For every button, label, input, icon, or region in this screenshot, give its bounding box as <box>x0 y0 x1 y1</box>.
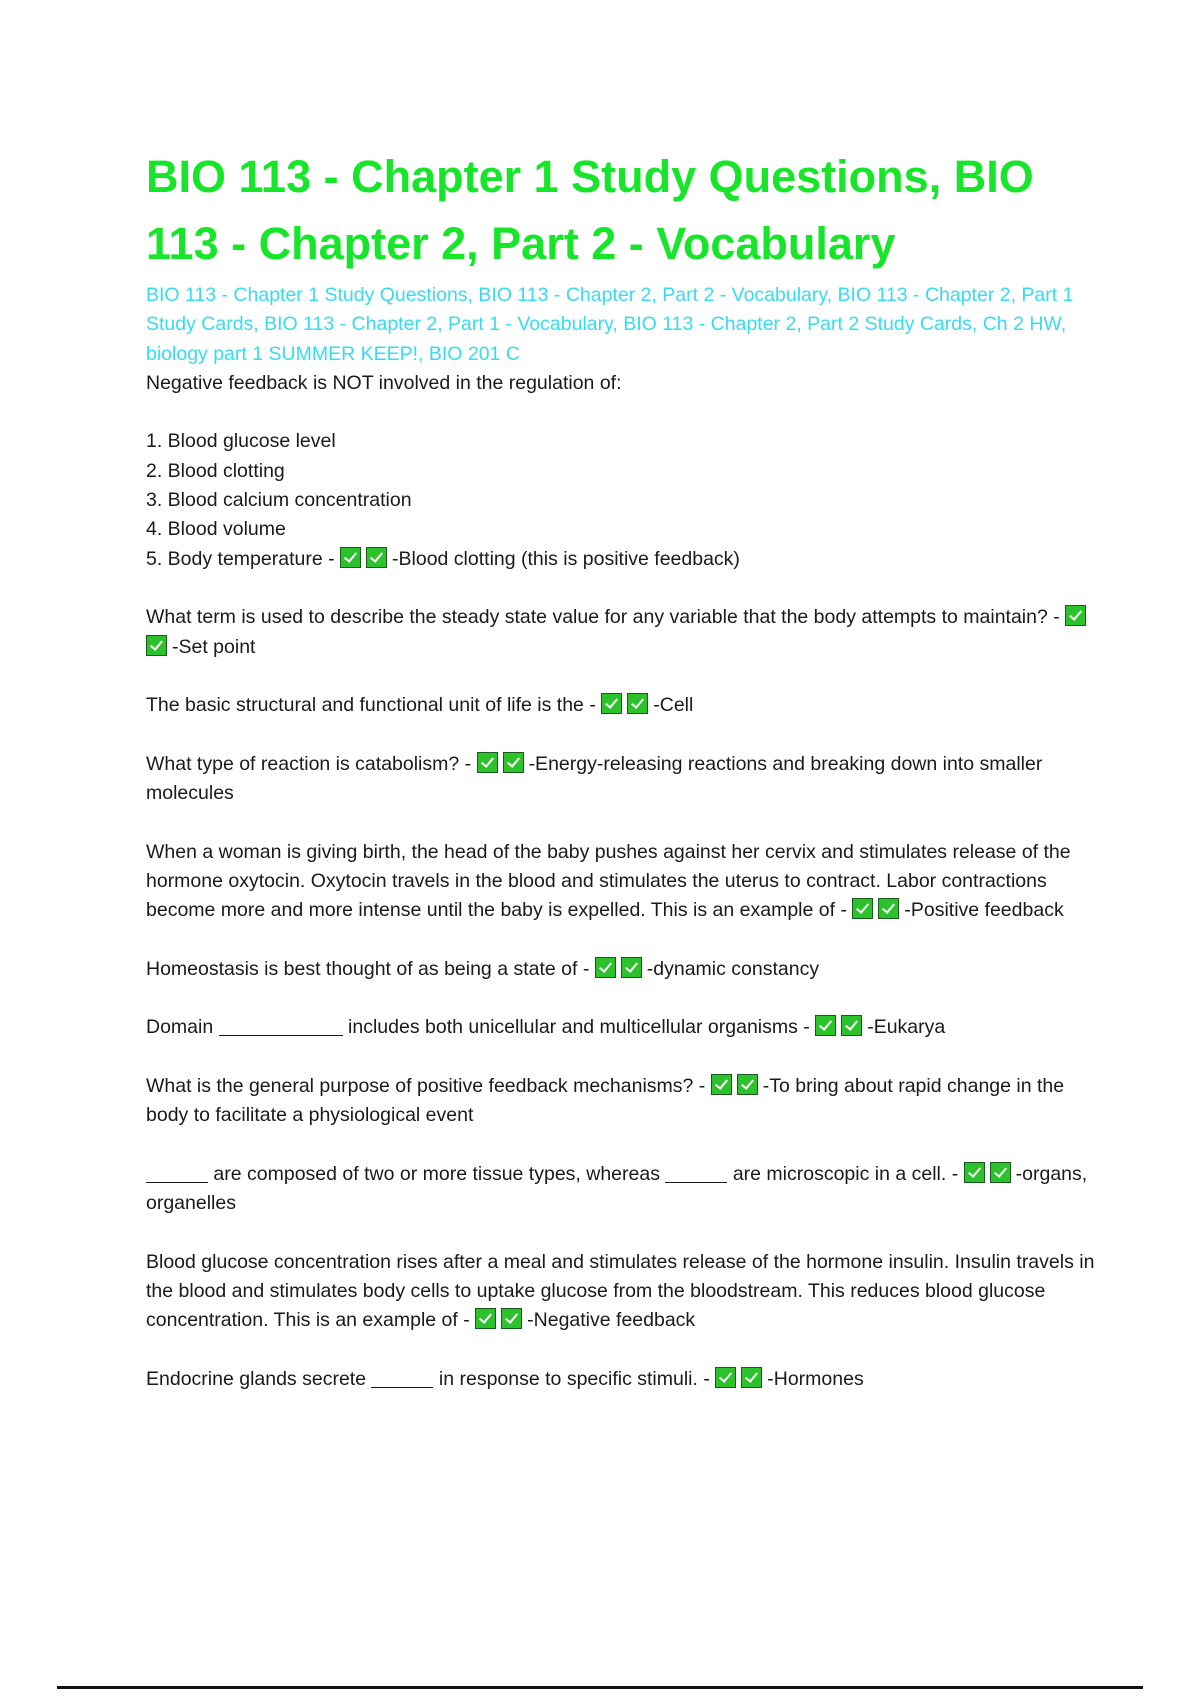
check-icon <box>595 957 616 978</box>
check-icon <box>503 752 524 773</box>
qa-item <box>146 1013 1096 1042</box>
answer: -Positive feedback <box>904 899 1064 922</box>
document-title: BIO 113 - Chapter 1 Study Questions, BIO 113 - Chapter 2, Part 2 - Vocabulary <box>146 151 1034 269</box>
check-icon <box>990 1162 1011 1183</box>
check-icon <box>737 1074 758 1095</box>
question: The basic structural and functional unit of life is the - <box>146 694 596 717</box>
option: 4. Blood volume <box>146 518 286 541</box>
check-icon <box>1065 605 1086 626</box>
question: What is the general purpose of positive feedback mechanisms? - <box>146 1075 706 1098</box>
question: What type of reaction is catabolism? - <box>146 752 472 775</box>
answer: -To bring about rapid change in the body to facilitate a physiological event <box>146 1075 1065 1127</box>
question: Homeostasis is best thought of as being a state of - <box>146 957 590 980</box>
page-bottom-rule <box>57 1686 1143 1689</box>
qa-item <box>146 838 1096 926</box>
qa-item <box>146 1365 1096 1394</box>
options-list <box>146 427 1096 573</box>
option-with-answer <box>146 545 1096 574</box>
qa-item <box>146 1248 1096 1336</box>
qa-item <box>146 1160 1096 1219</box>
check-icon <box>340 547 361 568</box>
answer: -Set point <box>172 635 256 658</box>
check-icon <box>627 693 648 714</box>
qa-item <box>146 691 1096 720</box>
option: 3. Blood calcium concentration <box>146 489 412 512</box>
question-end: in response to specific stimuli. - <box>438 1367 710 1390</box>
check-icon <box>475 1308 496 1329</box>
question-end: are microscopic in a cell. - <box>732 1162 959 1185</box>
answer: -Cell <box>653 694 694 717</box>
blank-line <box>146 1164 208 1183</box>
question-start: Endocrine glands secrete <box>146 1367 367 1390</box>
check-icon <box>964 1162 985 1183</box>
qa-item <box>146 603 1096 662</box>
question: What term is used to describe the steady state value for any variable that the body attempts to maintain? - <box>146 606 1060 629</box>
option: 5. Body temperature - <box>146 547 335 570</box>
question-middle: are composed of two or more tissue types, whereas <box>213 1162 660 1185</box>
question: Blood glucose concentration rises after a meal and stimulates release of the hormone insulin. Insulin travels in the blood and stimulates body cells to uptake glucose from the bloodstream. This reduces blood glucose concentration. This is an example of - <box>146 1250 1095 1332</box>
check-icon <box>146 635 167 656</box>
option: 1. Blood glucose level <box>146 430 336 453</box>
qa-item <box>146 1072 1096 1131</box>
check-icon <box>741 1367 762 1388</box>
check-icon <box>477 752 498 773</box>
answer: -organs, organelles <box>146 1162 1088 1215</box>
check-icon <box>501 1308 522 1329</box>
document-tags: BIO 113 - Chapter 1 Study Questions, BIO 113 - Chapter 2, Part 2 - Vocabulary, BIO 113 - Chapter 2, Part 1 Study Cards, BIO 113 - Chapter 2, Part 1 - Vocabulary, BIO 113 - Chapter 2, Part 2 Study Cards, Ch 2 HW, biology part 1 SUMMER KEEP!, BIO 201 C <box>146 284 1074 365</box>
check-icon <box>715 1367 736 1388</box>
check-icon <box>366 547 387 568</box>
question: When a woman is giving birth, the head of the baby pushes against her cervix and stimulates release of the hormone oxytocin. Oxytocin travels in the blood and stimulates the uterus to contract. Labor contractions become more and more intense until the baby is expelled. This is an example of - <box>146 840 1071 922</box>
check-icon <box>815 1015 836 1036</box>
check-icon <box>841 1015 862 1036</box>
qa-item <box>146 750 1096 809</box>
question-end: includes both unicellular and multicellular organisms - <box>348 1016 810 1039</box>
qa-item <box>146 955 1096 984</box>
blank-line <box>219 1017 343 1036</box>
check-icon <box>852 898 873 919</box>
answer: -Energy-releasing reactions and breaking down into smaller molecules <box>146 752 1043 805</box>
answer: -Blood clotting (this is positive feedback) <box>392 547 740 570</box>
answer: -Negative feedback <box>527 1309 696 1332</box>
option: 2. Blood clotting <box>146 459 285 482</box>
answer: -Hormones <box>767 1367 864 1390</box>
blank-line <box>665 1164 727 1183</box>
answer: -dynamic constancy <box>646 957 820 980</box>
check-icon <box>621 957 642 978</box>
check-icon <box>601 693 622 714</box>
document <box>146 143 1096 1424</box>
check-icon <box>878 898 899 919</box>
question: Negative feedback is NOT involved in the regulation of: <box>146 371 622 394</box>
answer: -Eukarya <box>867 1016 946 1039</box>
blank-line <box>371 1369 433 1388</box>
question-start: Domain <box>146 1016 214 1039</box>
check-icon <box>711 1074 732 1095</box>
